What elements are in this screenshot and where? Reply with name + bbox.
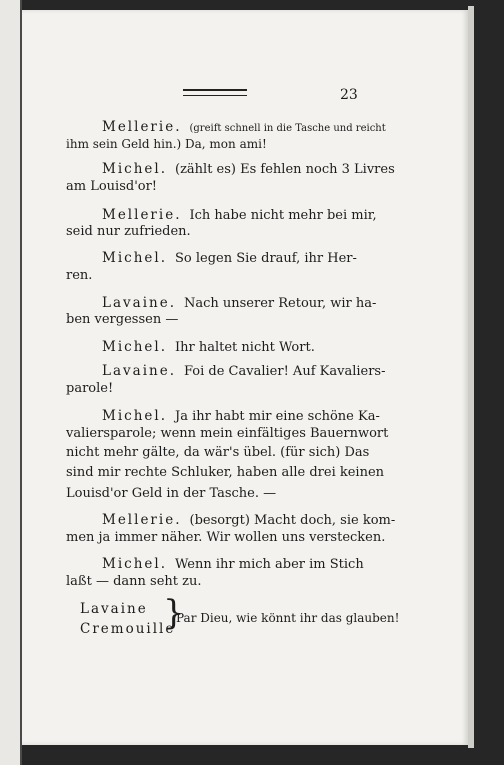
line-14 [102,405,380,424]
previous-page-edge [0,0,22,765]
line-13: parole! [66,381,114,396]
line-1 [102,116,386,135]
line-12 [102,360,385,379]
line-text: (greift schnell in die Tasche und reicht [189,123,386,134]
line-11 [102,336,315,355]
line-25: Par Dieu, wie könnt ihr das glauben! [176,611,400,625]
line-15: valiersparole; wenn mein einfältiges Bauernwort [66,426,389,441]
page-edge-shadow [468,6,474,748]
line-text: Ihr haltet nicht Wort. [175,340,315,355]
speaker: Michel. [102,161,167,177]
line-5 [102,204,377,223]
line-3 [102,158,395,177]
line-20: men ja immer näher. Wir wollen uns verstecken. [66,530,386,545]
line-7 [102,247,357,266]
line-10: ben vergessen — [66,312,179,327]
line-4: am Louisd'or! [66,179,158,194]
line-16: nicht mehr gälte, da wär's übel. (für sich) Das [66,445,370,460]
line-text: So legen Sie drauf, ihr Her- [175,251,357,266]
line-2: ihm sein Geld hin.) Da, mon ami! [66,137,267,151]
line-text: Wenn ihr mich aber im Stich [175,557,364,572]
header-rule [183,89,247,96]
line-8: ren. [66,268,93,283]
line-text: (besorgt) Macht doch, sie kom- [189,513,396,528]
speaker: Lavaine. [102,363,176,379]
speaker-brace: } [163,593,185,633]
line-6: seid nur zufrieden. [66,224,191,239]
line-9 [102,292,376,311]
line-19 [102,509,395,528]
speaker: Lavaine. [102,295,176,311]
line-text: Ich habe nicht mehr bei mir, [189,208,377,223]
speaker-cremouille: Cremouille [80,621,176,637]
speaker: Mellerie. [102,119,182,135]
line-text: Nach unserer Retour, wir ha- [183,296,377,311]
line-17: sind mir rechte Schluker, haben alle drei keinen [66,465,385,480]
speaker: Mellerie. [102,207,182,223]
line-text: (zählt es) Es fehlen noch 3 Livres [175,162,395,177]
page-number: 23 [340,87,358,103]
speaker: Michel. [102,556,167,572]
speaker: Michel. [102,408,167,424]
line-22: laßt — dann seht zu. [66,574,202,589]
speaker: Mellerie. [102,512,182,528]
line-18: Louisd'or Geld in der Tasche. — [66,486,277,501]
line-21 [102,553,364,572]
speaker: Michel. [102,339,167,355]
speaker-lavaine: Lavaine [80,601,148,617]
line-text: Foi de Cavalier! Auf Kavaliers- [183,364,386,379]
line-text: Ja ihr habt mir eine schöne Ka- [175,409,380,424]
speaker: Michel. [102,250,167,266]
